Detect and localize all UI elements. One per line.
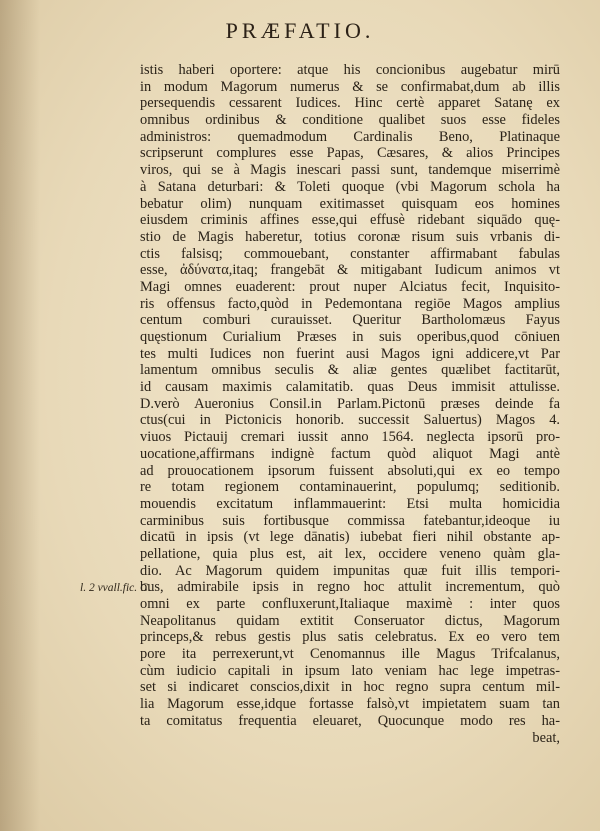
text-line: princeps,& rebus gestis plus satis celebratus. Ex eo vero tem [140, 629, 560, 646]
text-line: dicatū in ipsis (vt lege dānatis) iubebat fieri nihil obstante ap- [140, 529, 560, 546]
text-line: uocatione,affirmans indignè factum quòd aliquot Magi antè [140, 445, 560, 462]
text-line: viuos Pictauij cremari iussit anno 1564. neglecta ipsorū pro- [140, 429, 560, 446]
text-line: ctus(cui in Pictonicis honorib. successit Saluertus) Magos 4. [140, 412, 560, 429]
text-line: mouendis excitatum inflammauerint: Etsi multa homicidia [140, 495, 560, 512]
text-line: scripserunt complures esse Papas, Cæsares, & alios Principes [140, 145, 560, 162]
text-line: cùm iudicio capitali in ipsum lato veniam hac lege impetras- [140, 662, 560, 679]
text-line: ad prouocationem ipsorum fuissent absoluti,qui ex eo tempo [140, 462, 560, 479]
text-line: lia Magorum esse,idque fortasse falsò,vt impietatem suam tan [140, 696, 560, 713]
text-line: pellatione, quia plus est, ait lex, occidere veneno quàm gla- [140, 545, 560, 562]
text-line: viros, qui se à Magis inescari passi sunt, tandemque miserrimè [140, 162, 560, 179]
body-text [140, 62, 560, 746]
gutter-shadow [0, 0, 40, 831]
running-header: PRÆFATIO. [225, 18, 375, 43]
text-line: esse, ἀδύνατα,itaq; frangebāt & mitigabant Iudicum animos vt [140, 262, 560, 279]
text-line: omni ex parte confluxerunt,Italiaque maximè : inter quos [140, 596, 560, 612]
text-line: ta comitatus frequentia eleuaret, Quocunque modo res ha- [140, 712, 560, 729]
text-line: lamentum omnibus seculis & aliæ gentes quælibet factitarūt, [140, 362, 560, 379]
text-line: Magi omnes euaderent: prout nuper Alciatus fecit, Inquisito- [140, 278, 560, 295]
text-line: D.verò Aueronius Consil.in Parlam.Pictonū præses deinde fa [140, 395, 560, 412]
text-line: administros: quemadmodum Cardinalis Beno, Platinaque [140, 128, 560, 145]
text-line: dio. Ac Magorum quidem impunitas quæ fuit illis tempori- [140, 562, 560, 579]
text-line: re totam regionem contaminauerint, populumq; seditionib. [140, 479, 560, 496]
text-line: beat, [532, 729, 560, 746]
text-line: istis haberi oportere: atque his concionibus augebatur mirū [140, 62, 560, 78]
text-line: ctis falsisq; commouebant, constanter affirmabant fabulas [140, 245, 560, 262]
text-line: set si indicaret conscios,dixit in hoc regno supra centum mil- [140, 679, 560, 696]
text-line: eiusdem criminis affines esse,qui effusè ridebant siquādo quę- [140, 212, 560, 229]
margin-note: l. 2 vvall.fic. C. [80, 582, 151, 594]
text-line: bebatur olim) nunquam exitimasset quisquam eos homines [140, 195, 560, 212]
text-line: persequendis cessarent Iudices. Hinc certè apparet Satanę ex [140, 95, 560, 112]
text-line: ris offensus facto,quòd in Pedemontana regiōe Magos amplius [140, 295, 560, 312]
text-line: quęstionum Curialium Præses in suis operibus,quod cōniuen [140, 329, 560, 345]
text-line: carminibus suis fortibusque commissa fatebantur,ideoque iu [140, 512, 560, 529]
text-line: id causam maximis calamitatib. quas Deus immisit attulisse. [140, 379, 560, 396]
text-line: Neapolitanus quidam extitit Conseruator dictus, Magorum [140, 612, 560, 629]
text-line: tes multi Iudices non fuerint ausi Magos igni addicere,vt Par [140, 345, 560, 362]
text-line: omnibus ordinibus & conditione qualibet suos esse fideles [140, 112, 560, 129]
text-line: pore ita perrexerunt,vt Cenomannus ille Magus Trifcalanus, [140, 646, 560, 663]
text-line: in modum Magorum numerus & se confirmabat,dum ab illis [140, 78, 560, 95]
text-line: bus, admirabile ipsis in regno hoc attulit incrementum, quò [140, 579, 560, 596]
text-line: à Satana deturbari: & Toleti quoque (vbi Magorum schola ha [140, 178, 560, 195]
text-line: stio de Magis haberetur, totius coronæ risum suis vrbanis di- [140, 228, 560, 245]
text-line: centum comburi curauisset. Queritur Bartholomæus Fayus [140, 312, 560, 329]
